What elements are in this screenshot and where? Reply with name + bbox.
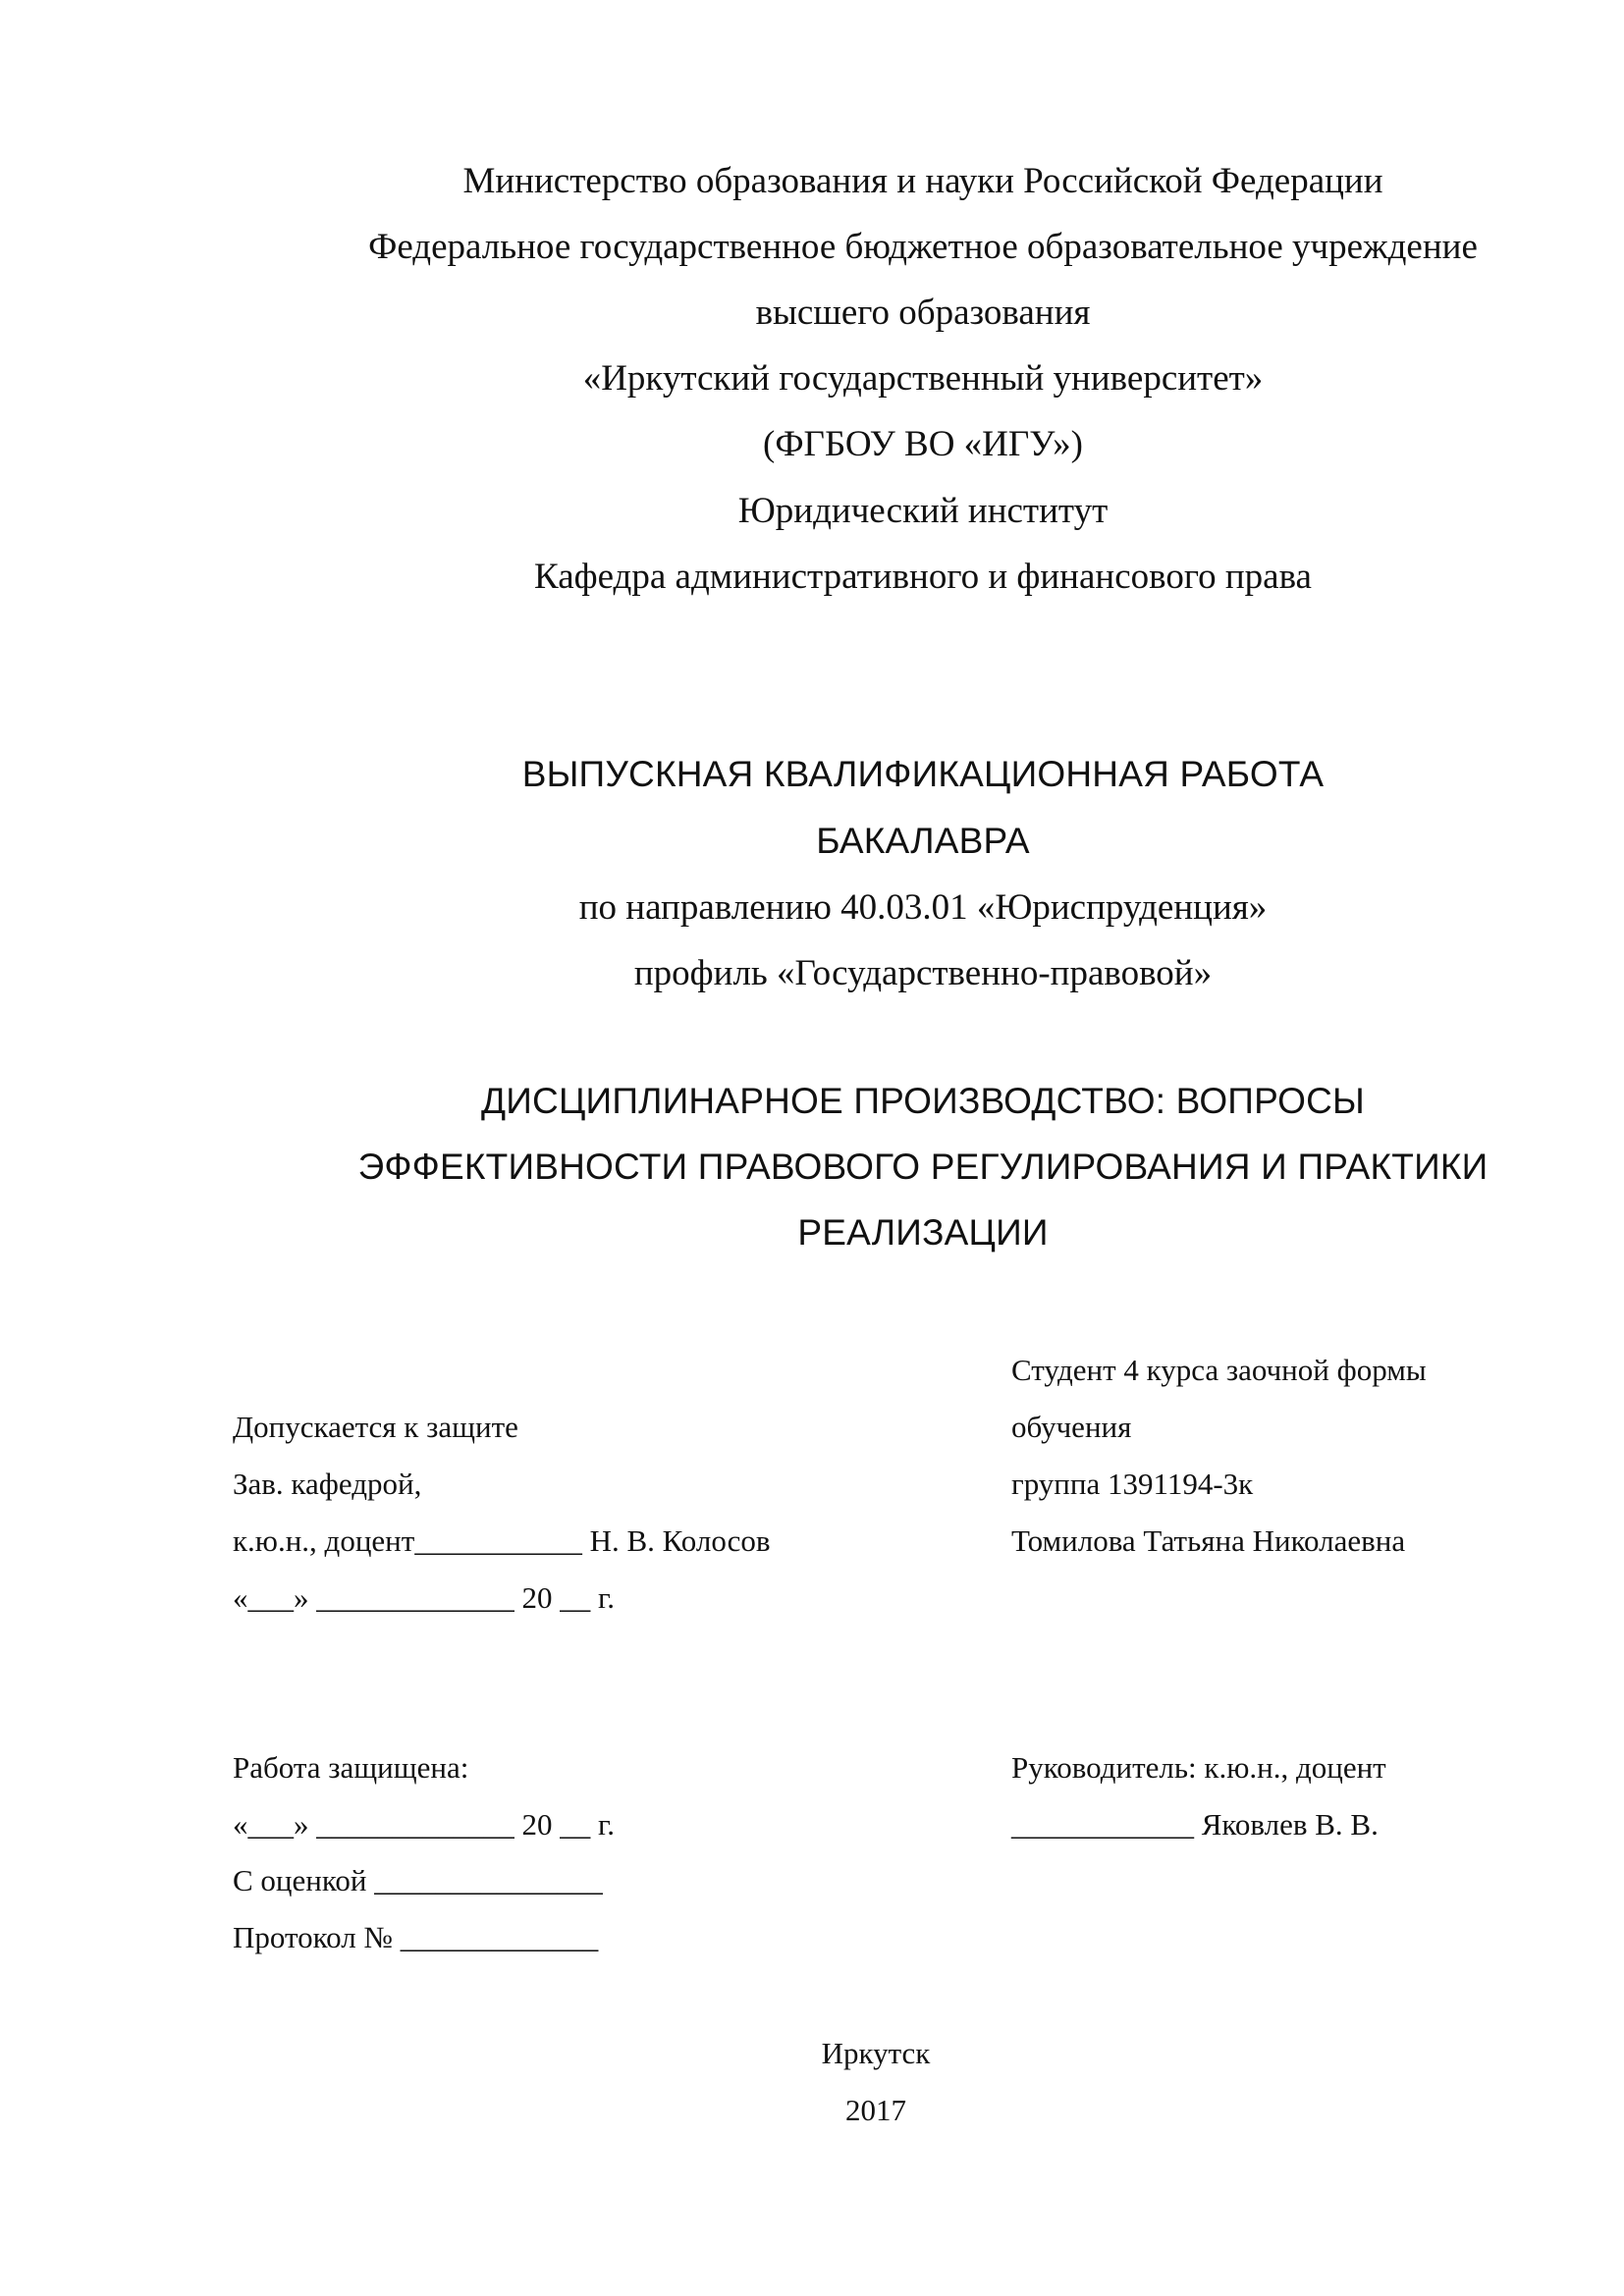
topic-line3: РЕАЛИЗАЦИИ xyxy=(797,1212,1049,1253)
defense-grade: С оценкой _______________ xyxy=(233,1863,603,1897)
department-name: Кафедра административного и финансового права xyxy=(534,557,1312,597)
defense-date: «___» _____________ 20 __ г. xyxy=(233,1807,615,1842)
topic-line2: ЭФФЕКТИВНОСТИ ПРАВОВОГО РЕГУЛИРОВАНИЯ И ПРАКТИКИ xyxy=(357,1147,1489,1187)
ministry-line: Министерство образования и науки Российской Федерации xyxy=(462,161,1383,201)
student-group: группа 1391194-3к xyxy=(1011,1467,1254,1501)
admission-date: «___» _____________ 20 __ г. xyxy=(233,1580,615,1615)
admission-title: Допускается к защите xyxy=(233,1410,518,1444)
supervisor-signature: ____________ Яковлев В. В. xyxy=(1011,1807,1379,1842)
admission-head: Зав. кафедрой, xyxy=(233,1467,422,1501)
university-abbreviation: (ФГБОУ ВО «ИГУ») xyxy=(763,424,1083,464)
footer-city: Иркутск xyxy=(821,2036,931,2070)
footer-year: 2017 xyxy=(845,2093,906,2127)
university-name: «Иркутский государственный университет» xyxy=(582,358,1264,399)
topic-line1: ДИСЦИПЛИНАРНОЕ ПРОИЗВОДСТВО: ВОПРОСЫ xyxy=(480,1081,1366,1121)
direction-line: по направлению 40.03.01 «Юриспруденция» xyxy=(578,887,1268,928)
student-line1: Студент 4 курса заочной формы xyxy=(1011,1353,1427,1387)
institution-type-line: Федеральное государственное бюджетное образовательное учреждение xyxy=(368,227,1478,267)
profile-line: профиль «Государственно-правовой» xyxy=(633,953,1213,993)
supervisor-title: Руководитель: к.ю.н., доцент xyxy=(1011,1750,1386,1785)
defense-title: Работа защищена: xyxy=(233,1750,469,1785)
defense-protocol: Протокол № _____________ xyxy=(233,1920,599,1954)
work-type-line1: ВЫПУСКНАЯ КВАЛИФИКАЦИОННАЯ РАБОТА xyxy=(521,754,1325,794)
education-level-line: высшего образования xyxy=(755,293,1091,333)
work-type-line2: БАКАЛАВРА xyxy=(816,821,1030,861)
admission-signature: к.ю.н., доцент___________ Н. В. Колосов xyxy=(233,1523,771,1558)
institute-name: Юридический институт xyxy=(737,491,1109,531)
student-line2: обучения xyxy=(1011,1410,1132,1444)
student-name: Томилова Татьяна Николаевна xyxy=(1011,1523,1406,1558)
